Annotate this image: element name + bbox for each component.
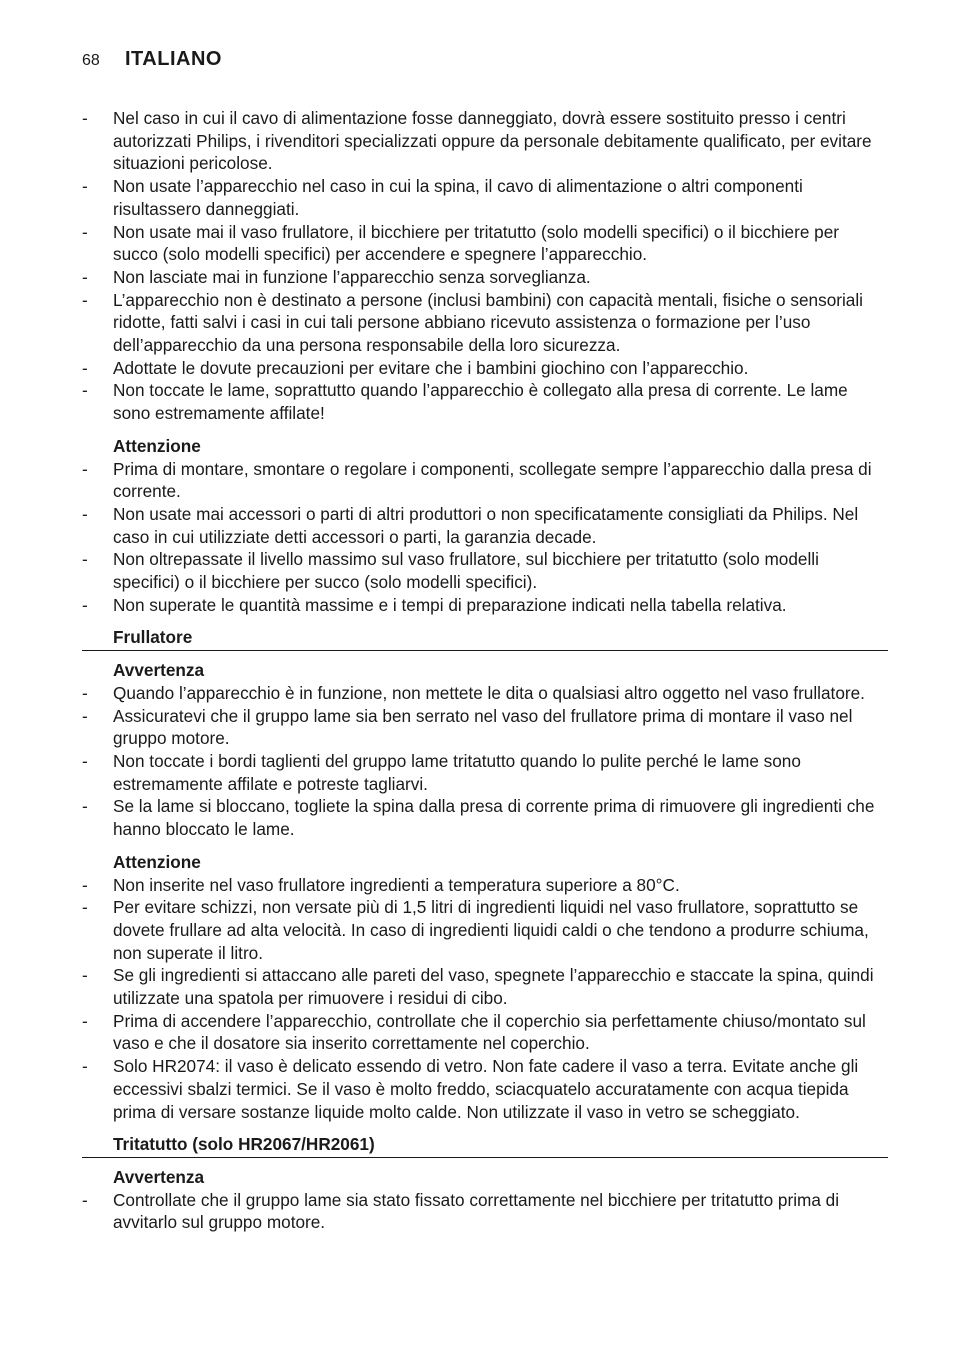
list-item: - Non oltrepassate il livello massimo sul vaso frullatore, sul bicchiere per tritatutto (solo modelli specifici) o il bicchiere per succo (solo modelli specifici). [82,548,888,593]
list-item: - L’apparecchio non è destinato a persone (inclusi bambini) con capacità mentali, fisiche o sensoriali ridotte, fatti salvi i casi in cui tali persone abbiano ricevuto assistenza o formazione per l’uso dell’apparecchio da una persona responsabile della loro sicurezza. [82,289,888,357]
list-item: - Adottate le dovute precauzioni per evitare che i bambini giochino con l’apparecchio. [82,357,888,380]
list-item: - Non toccate le lame, soprattutto quando l’apparecchio è collegato alla presa di corrente. Le lame sono estremamente affilate! [82,379,888,424]
list-item: - Non superate le quantità massime e i tempi di preparazione indicati nella tabella relativa. [82,594,888,617]
list-item: - Non inserite nel vaso frullatore ingredienti a temperatura superiore a 80°C. [82,874,888,897]
blender-warning-list [82,682,888,841]
list-item: - Non usate l’apparecchio nel caso in cui la spina, il cavo di alimentazione o altri componenti risultassero danneggiati. [82,175,888,220]
caution-list [82,458,888,617]
list-item: - Se gli ingredienti si attaccano alle pareti del vaso, spegnete l’apparecchio e staccate la spina, quindi utilizzate una spatola per rimuovere i residui di cibo. [82,964,888,1009]
list-item: - Prima di accendere l’apparecchio, controllate che il coperchio sia perfettamente chiuso/montato sul vaso e che il dosatore sia inserito correttamente nel coperchio. [82,1010,888,1055]
warning-label: Avvertenza [113,1166,205,1187]
list-item: - Solo HR2074: il vaso è delicato essendo di vetro. Non fate cadere il vaso a terra. Evitate anche gli eccessivi sbalzi termici. Se il vaso è molto freddo, sciacquatelo accuratamente con acqua tiepida prima di versare sostanze liquide molto calde. Non utilizzate il vaso in vetro se scheggiato. [82,1055,888,1123]
list-item: - Non usate mai accessori o parti di altri produttori o non specificatamente consigliati da Philips. Nel caso in cui utilizziate detti accessori o parti, la garanzia decade. [82,503,888,548]
section-heading-chopper: Tritatutto (solo HR2067/HR2061) [82,1133,888,1158]
list-item: - Non usate mai il vaso frullatore, il bicchiere per tritatutto (solo modelli specifici) o il bicchiere per succo (solo modelli specifici) per accendere e spegnere l’apparecchio. [82,221,888,266]
blender-caution-list [82,874,888,1124]
list-item: - Controllate che il gruppo lame sia stato fissato correttamente nel bicchiere per tritatutto prima di avvitarlo sul gruppo motore. [82,1189,888,1234]
list-item: - Per evitare schizzi, non versate più di 1,5 litri di ingredienti liquidi nel vaso frullatore, soprattutto se dovete frullare ad alta velocità. In caso di ingredienti liquidi caldi o che tendono a produrre schiuma, non superate il litro. [82,896,888,964]
list-item: - Prima di montare, smontare o regolare i componenti, scollegate sempre l’apparecchio dalla presa di corrente. [82,458,888,503]
page-content [82,107,888,1234]
list-item: - Non toccate i bordi taglienti del gruppo lame tritatutto quando lo pulite perché le lame sono estremamente affilate e potreste tagliarvi. [82,750,888,795]
list-item: - Se la lame si bloccano, togliete la spina dalla presa di corrente prima di rimuovere gli ingredienti che hanno bloccato le lame. [82,795,888,840]
list-item: - Assicuratevi che il gruppo lame sia ben serrato nel vaso del frullatore prima di montare il vaso nel gruppo motore. [82,705,888,750]
chopper-warning-list [82,1189,888,1234]
caution-label: Attenzione [113,851,201,872]
warning-label: Avvertenza [113,660,205,681]
general-safety-list [82,107,888,425]
caution-label: Attenzione [113,435,201,456]
list-item: - Non lasciate mai in funzione l’apparecchio senza sorveglianza. [82,266,888,289]
language-heading: ITALIANO [125,48,222,70]
section-heading-blender: Frullatore [82,626,888,651]
list-item: - Nel caso in cui il cavo di alimentazione fosse danneggiato, dovrà essere sostituito presso i centri autorizzati Philips, i rivenditori specializzati oppure da personale debitamente qualificato, per evitare situazioni pericolose. [82,107,888,175]
page-number: 68 [82,52,100,69]
list-item: - Quando l’apparecchio è in funzione, non mettete le dita o qualsiasi altro oggetto nel vaso frullatore. [82,682,888,705]
